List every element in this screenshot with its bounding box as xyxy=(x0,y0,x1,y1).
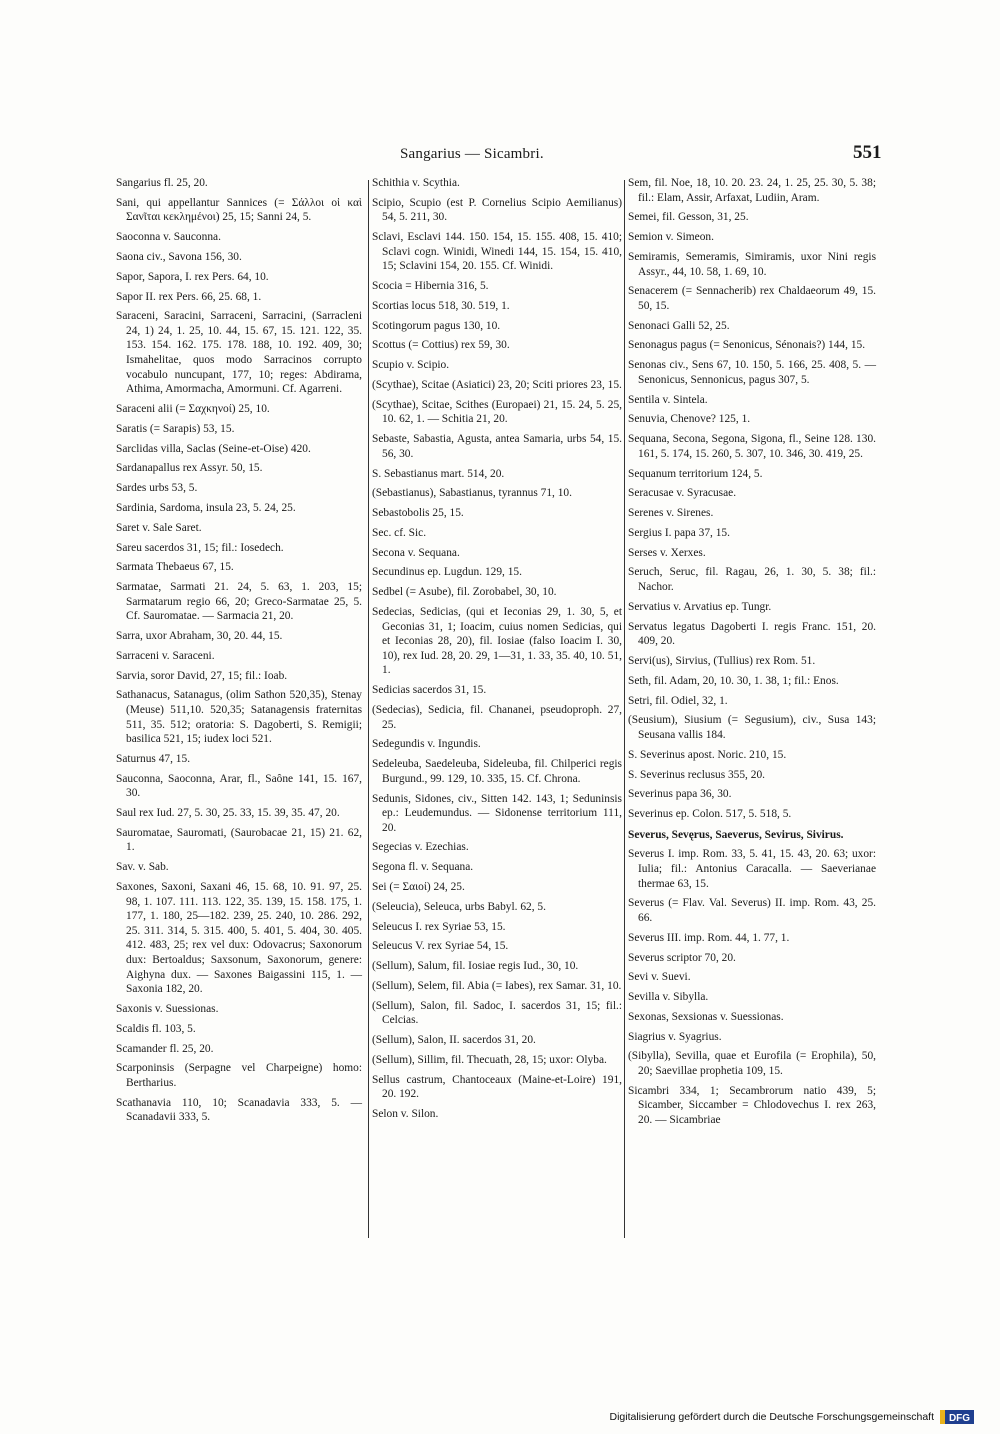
index-entry: Sapor II. rex Pers. 66, 25. 68, 1. xyxy=(116,290,262,303)
index-entry: Sedegundis v. Ingundis. xyxy=(372,738,481,751)
index-entry: Senuvia, Chenove? 125, 1. xyxy=(628,413,751,426)
index-entry: Scamander fl. 25, 20. xyxy=(116,1042,214,1055)
index-entry: Sarra, uxor Abraham, 30, 20. 44, 15. xyxy=(116,630,283,643)
index-entry: Servatus legatus Dagoberti I. regis Franc. 151, 20. 409, 20. xyxy=(628,620,876,648)
page-number: 551 xyxy=(853,142,882,163)
index-entry: Scottus (= Cottius) rex 59, 30. xyxy=(372,339,510,352)
index-entry: Scortias locus 518, 30. 519, 1. xyxy=(372,299,510,312)
index-entry: Sauconna, Saoconna, Arar, fl., Saône 141, 15. 167, 30. xyxy=(116,772,362,800)
index-entry: Saxonis v. Suessionas. xyxy=(116,1002,219,1015)
index-entry: Senonagus pagus (= Senonicus, Sénonais?) 144, 15. xyxy=(628,339,866,352)
index-entry: (Sellum), Sillim, fil. Thecuath, 28, 15; uxor: Olyba. xyxy=(372,1053,607,1066)
index-entry: Severus III. imp. Rom. 44, 1. 77, 1. xyxy=(628,931,790,944)
index-entry: Sequanum territorium 124, 5. xyxy=(628,467,763,480)
index-entry: Senacerem (= Sennacherib) rex Chaldaeorum 49, 15. 50, 15. xyxy=(628,285,876,312)
dfg-logo xyxy=(940,1410,974,1424)
index-entry: Scaldis fl. 103, 5. xyxy=(116,1022,196,1035)
index-entry: Sangarius fl. 25, 20. xyxy=(116,177,208,189)
index-entry: Sevilla v. Sibylla. xyxy=(628,991,709,1004)
index-entry: Senonaci Galli 52, 25. xyxy=(628,319,730,332)
index-column-2 xyxy=(372,176,622,1127)
index-entry: Saret v. Sale Saret. xyxy=(116,521,202,534)
index-entry: (Sedecias), Sedicia, fil. Chananei, pseudoproph. 27, 25. xyxy=(372,703,622,731)
index-entry: Senonas civ., Sens 67, 10. 150, 5. 166, 25. 408, 5. — Senonicus, Sennonicus, pagus 307, 5. xyxy=(628,359,876,386)
column-rule xyxy=(624,180,625,1238)
index-entry: Seleucus I. rex Syriae 53, 15. xyxy=(372,920,506,933)
running-title: Sangarius — Sicambri. xyxy=(400,146,544,162)
index-entry: Sei (= Σαιοί) 24, 25. xyxy=(372,881,465,894)
column-rule xyxy=(368,180,369,1238)
index-entry: Saona civ., Savona 156, 30. xyxy=(116,250,242,263)
index-entry: Sauromatae, Sauromati, (Saurobacae 21, 15) 21. 62, 1. xyxy=(116,826,362,854)
index-entry: Seruch, Seruc, fil. Ragau, 26, 1. 30, 5. 38; fil.: Nachor. xyxy=(628,566,876,594)
index-entry: Scathanavia 110, 10; Scanadavia 333, 5. — Scanadavii 333, 5. xyxy=(116,1096,362,1124)
index-entry: (Sellum), Selem, fil. Abia (= Iabes), rex Samar. 31, 10. xyxy=(372,979,622,992)
index-entry: (Sellum), Salon, II. sacerdos 31, 20. xyxy=(372,1034,536,1047)
footer-text: Digitalisierung gefördert durch die Deutsche Forschungsgemeinschaft xyxy=(609,1411,934,1423)
index-entry: (Seleucia), Seleuca, urbs Babyl. 62, 5. xyxy=(372,900,546,913)
dfg-logo-text: DFG xyxy=(948,1413,971,1424)
index-entry: Sarclidas villa, Saclas (Seine-et-Oise) 420. xyxy=(116,442,311,455)
digitization-footer xyxy=(609,1411,980,1425)
index-entry: Setri, fil. Odiel, 32, 1. xyxy=(628,694,728,707)
index-entry: Servatius v. Arvatius ep. Tungr. xyxy=(628,600,772,613)
index-entry: Sarvia, soror David, 27, 15; fil.: Ioab. xyxy=(116,669,288,682)
index-entry: Sequana, Secona, Segona, Sigona, fl., Seine 128. 130. 161, 5. 174, 15. 260, 5. 307, 10. 346, 30. 419, 25. xyxy=(628,433,876,460)
index-entry: Semiramis, Semeramis, Simiramis, uxor Nini regis Assyr., 44, 10. 58, 1. 69, 10. xyxy=(628,250,876,278)
index-entry: Sergius I. papa 37, 15. xyxy=(628,526,730,539)
index-entry: Severus scriptor 70, 20. xyxy=(628,951,736,964)
index-entry: (Sellum), Salum, fil. Iosiae regis Iud., 30, 10. xyxy=(372,960,579,973)
index-entry: Sav. v. Sab. xyxy=(116,861,169,874)
index-entry: Sexonas, Sexsionas v. Suessionas. xyxy=(628,1010,784,1023)
index-entry: Scipio, Scupio (est P. Cornelius Scipio Aemilianus) 54, 5. 211, 30. xyxy=(372,196,622,224)
index-entry: Scocia = Hibernia 316, 5. xyxy=(372,280,489,293)
index-entry: Severus I. imp. Rom. 33, 5. 41, 15. 43, 20. 63; uxor: Iulia; fil.: Antonius Caracalla. — Saeverianae thermae 63, 15. xyxy=(628,848,876,890)
index-entry: Severus, Sevęrus, Saeverus, Sevirus, Sivirus. xyxy=(628,828,844,841)
index-entry: Sapor, Sapora, I. rex Pers. 64, 10. xyxy=(116,270,269,283)
index-entry: Sem, fil. Noe, 18, 10. 20. 23. 24, 1. 25, 25. 30, 5. 38; fil.: Elam, Assir, Arfaxat, Ludiin, Aram. xyxy=(628,177,876,204)
index-entry: Seleucus V. rex Syriae 54, 15. xyxy=(372,940,509,953)
index-entry: Sani, qui appellantur Sannices (= Σάλλοι οἱ καὶ Σανῖται κεκλημένοι) 25, 15; Sanni 24, 5. xyxy=(116,196,362,224)
index-entry: Saraceni alii (= Σαχκηνοί) 25, 10. xyxy=(116,403,270,416)
index-entry: Secona v. Sequana. xyxy=(372,546,460,559)
index-entry: Sebastobolis 25, 15. xyxy=(372,507,464,520)
index-entry: Sareu sacerdos 31, 15; fil.: Iosedech. xyxy=(116,541,284,554)
index-entry: S. Sebastianus mart. 514, 20. xyxy=(372,467,505,480)
index-entry: Saxones, Saxoni, Saxani 46, 15. 68, 10. 91. 97, 25. 98, 1. 107. 111. 113. 122, 35. 139, 15. 158. 175, 1. 177, 1. 180, 25—182. 239, 25. 240, 10. 286. 292, 25. 311. 314, 5. 315. 400, 5. 401, 5. 404, 30. 405. 412. 483, 25; rex vel dux: Odovacrus; Saxonorum dux: Bertoaldus; Saxsonum, Saxonorum, genere: Aighyna dux. — Saxones Baigassini 115, 1. — Saxonia 182, 20. xyxy=(116,881,362,996)
index-entry: Serenes v. Sirenes. xyxy=(628,507,714,520)
index-entry: Saturnus 47, 15. xyxy=(116,752,191,765)
index-entry: S. Severinus apost. Noric. 210, 15. xyxy=(628,748,787,761)
index-entry: Semion v. Simeon. xyxy=(628,231,714,244)
index-entry: Sedunis, Sidones, civ., Sitten 142. 143, 1; Seduninsis ep.: Leudemundus. — Sidonense territorium 111, 20. xyxy=(372,792,622,834)
index-entry: Secundinus ep. Lugdun. 129, 15. xyxy=(372,566,522,579)
index-entry: Sardes urbs 53, 5. xyxy=(116,482,198,495)
index-entry: Sathanacus, Satanagus, (olim Sathon 520,35), Stenay (Meuse) 511,10. 520,35; Satanagensis fraternitas 511, 35. 512; oratoria: S. Dagoberti, S. Remigii; basilica 521, 15; iudex loci 521. xyxy=(116,689,362,746)
index-entry: Sarraceni v. Saraceni. xyxy=(116,649,215,662)
index-entry: Selon v. Silon. xyxy=(372,1108,439,1121)
index-entry: Siagrius v. Syagrius. xyxy=(628,1030,722,1043)
index-entry: (Sibylla), Sevilla, quae et Eurofila (= Erophila), 50, 20; Saevillae prophetia 109, 15. xyxy=(628,1050,876,1078)
index-entry: Seracusae v. Syracusae. xyxy=(628,487,737,500)
index-entry: Segona fl. v. Sequana. xyxy=(372,861,474,874)
index-entry: Severus (= Flav. Val. Severus) II. imp. Rom. 43, 25. 66. xyxy=(628,897,876,924)
index-entry: Sedeleuba, Saedeleuba, Sideleuba, fil. Chilperici regis Burgund., 99. 129, 10. 335, 15. Cf. Chrona. xyxy=(372,758,622,785)
index-column-3 xyxy=(628,176,876,1133)
index-entry: Severinus papa 36, 30. xyxy=(628,788,732,801)
index-entry: Sedecias, Sedicias, (qui et Ieconias 29, 1. 30, 5, et Geconias 31, 1; Ioacim, cuius nomen Sedicias, qui et Ieconias 28, 20), fil. Iosiae (falso Ioacim I. 30, 10), rex Iud. 28, 20. 29, 1—31, 1. 33, 35. 40, 10. 51, 1. xyxy=(372,606,622,677)
index-entry: Sardinia, Sardoma, insula 23, 5. 24, 25. xyxy=(116,501,296,514)
index-entry: Sentila v. Sintela. xyxy=(628,393,708,406)
index-entry: Segecias v. Ezechias. xyxy=(372,841,469,854)
index-entry: Scotingorum pagus 130, 10. xyxy=(372,319,501,332)
index-entry: (Sebastianus), Sabastianus, tyrannus 71, 10. xyxy=(372,487,572,500)
index-entry: Sebaste, Sabastia, Agusta, antea Samaria, urbs 54, 15. 56, 30. xyxy=(372,433,622,460)
index-entry: Sevi v. Suevi. xyxy=(628,971,691,984)
index-column-1 xyxy=(116,176,362,1130)
index-entry: Scupio v. Scipio. xyxy=(372,359,450,372)
index-entry: Saraceni, Saracini, Sarraceni, Sarracini, (Sarracleni 24, 1) 24, 1. 25, 10. 44, 15. 67, 15. 121. 122, 35. 153. 154. 162. 175. 178. 188, 10. 192. 409, 30; Ismahelitae, quos modo Sarracinos corrupto vocabulo nuncupant, 177, 10; reges: Abdirama, Athima, Amormacha, Amormuni. Cf. Agarreni. xyxy=(116,310,362,396)
index-entry: Sardanapallus rex Assyr. 50, 15. xyxy=(116,462,263,475)
index-entry: Sedicias sacerdos 31, 15. xyxy=(372,684,487,697)
index-entry: Sec. cf. Sic. xyxy=(372,526,427,539)
index-entry: Severinus ep. Colon. 517, 5. 518, 5. xyxy=(628,808,792,821)
index-entry: Scarponinsis (Serpagne vel Charpeigne) homo: Bertharius. xyxy=(116,1062,362,1089)
index-entry: Sicambri 334, 1; Secambrorum natio 439, 5; Sicamber, Siccamber = Chlodovechus I. rex 263, 20. — Sicambriae xyxy=(628,1084,876,1127)
index-entry: (Seusium), Siusium (= Segusium), civ., Susa 143; Seusana vallis 184. xyxy=(628,714,876,741)
index-entry: (Scythae), Scitae (Asiatici) 23, 20; Sciti priores 23, 15. xyxy=(372,379,622,392)
index-entry: (Scythae), Scitae, Scithes (Europaei) 21, 15. 24, 5. 25, 10. 62, 1. — Schitia 21, 20. xyxy=(372,398,622,426)
index-entry: S. Severinus reclusus 355, 20. xyxy=(628,768,765,781)
index-entry: Sarmata Thebaeus 67, 15. xyxy=(116,561,234,574)
index-entry: Serses v. Xerxes. xyxy=(628,546,706,559)
index-entry: Schithia v. Scythia. xyxy=(372,177,460,189)
index-entry: Servi(us), Sirvius, (Tullius) rex Rom. 51. xyxy=(628,655,816,667)
index-entry: Saoconna v. Sauconna. xyxy=(116,231,221,244)
page-header xyxy=(0,142,1000,166)
index-entry: (Sellum), Salon, fil. Sadoc, I. sacerdos 31, 15; fil.: Celcias. xyxy=(372,999,622,1027)
index-entry: Semei, fil. Gesson, 31, 25. xyxy=(628,211,749,224)
index-entry: Saul rex Iud. 27, 5. 30, 25. 33, 15. 39, 35. 47, 20. xyxy=(116,807,340,820)
index-entry: Sellus castrum, Chantoceaux (Maine-et-Loire) 191, 20. 192. xyxy=(372,1073,622,1101)
index-entry: Sedbel (= Asube), fil. Zorobabel, 30, 10. xyxy=(372,586,557,599)
index-entry: Saratis (= Sarapis) 53, 15. xyxy=(116,422,235,435)
index-entry: Sclavi, Esclavi 144. 150. 154, 15. 155. 408, 15. 410; Sclavi cogn. Winidi, Winedi 144, 15. 154, 15. 410, 15; Sclavini 154, 20. 155. Cf. Winidi. xyxy=(372,231,622,273)
index-entry: Sarmatae, Sarmati 21. 24, 5. 63, 1. 203, 15; Sarmatarum regio 66, 20; Greco-Sarmatae 25, 5. Cf. Sauromatae. — Sarmacia 21, 20. xyxy=(116,581,362,623)
index-entry: Seth, fil. Adam, 20, 10. 30, 1. 38, 1; fil.: Enos. xyxy=(628,674,839,687)
